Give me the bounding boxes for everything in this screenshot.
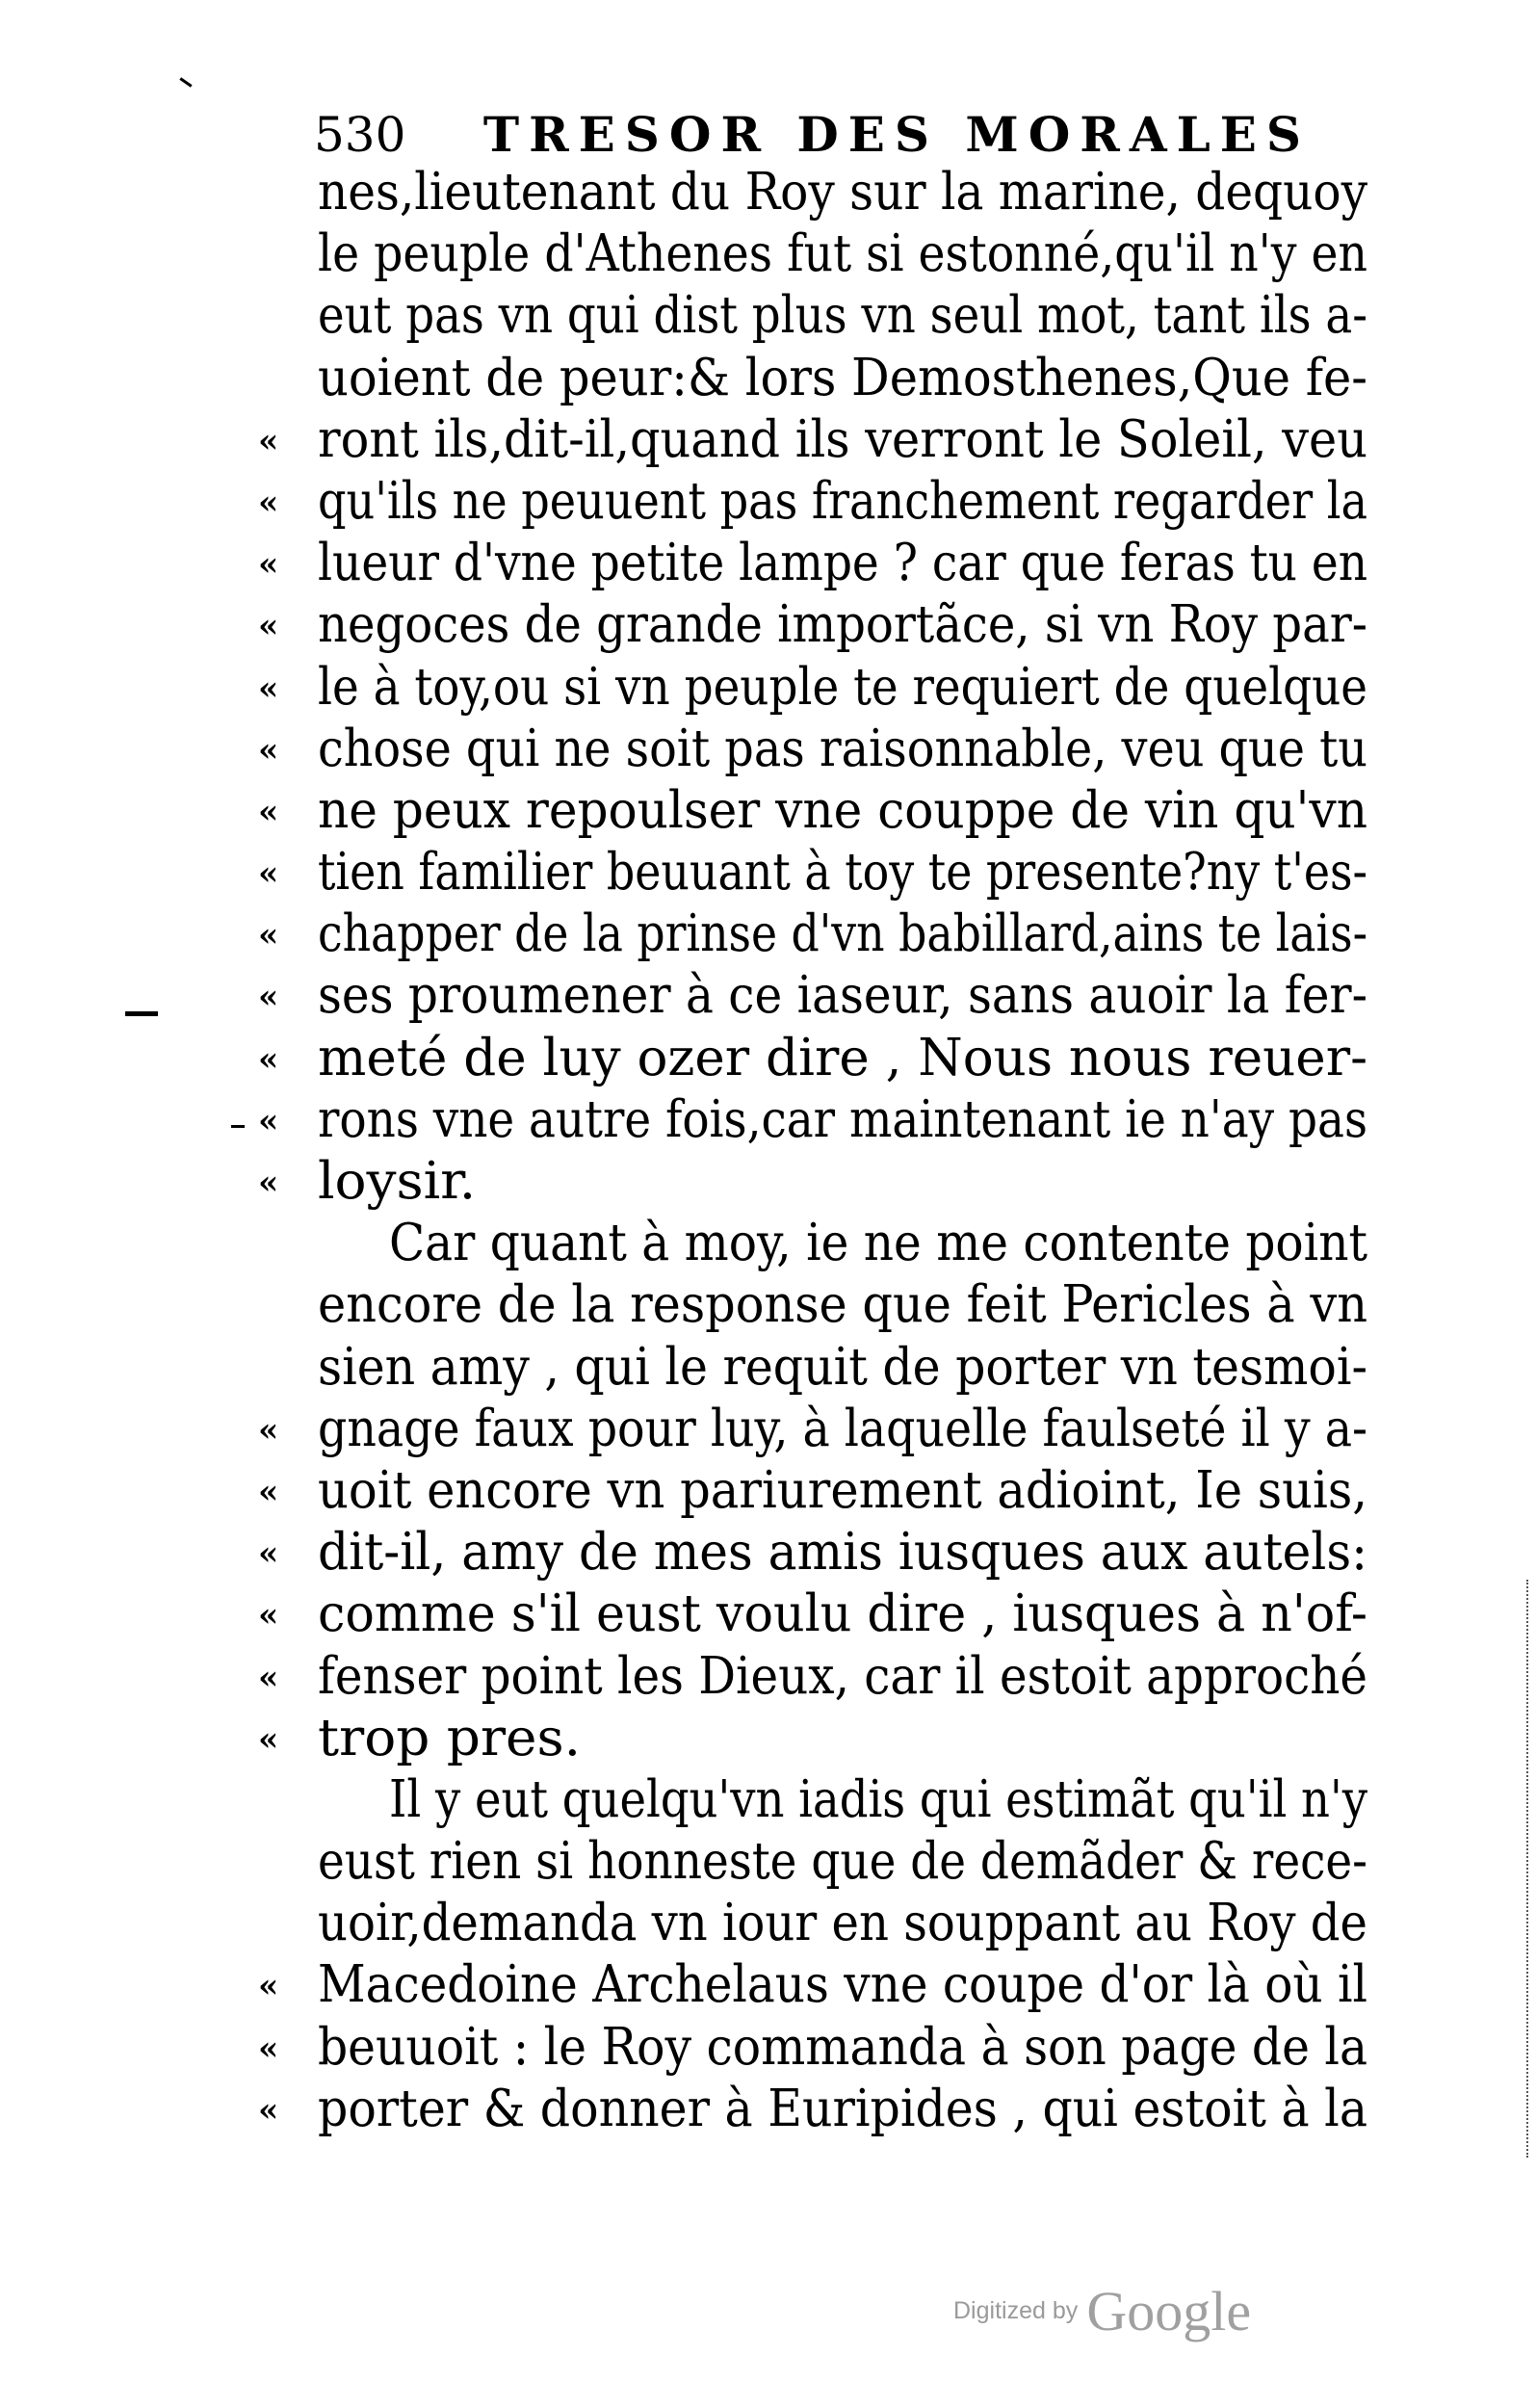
quote-mark: « (258, 1596, 279, 1636)
line-text: beuuoit : le Roy commanda à son page de la (318, 2017, 1367, 2077)
line-text: qu'ils ne peuuent pas franchement regarder la (318, 471, 1367, 531)
quote-mark: « (258, 1719, 279, 1759)
quote-mark: « (258, 545, 279, 585)
line-text: le peuple d'Athenes fut si estonné,qu'il n'y en (318, 224, 1367, 284)
quote-mark: « (258, 607, 279, 646)
quote-mark: « (258, 978, 279, 1017)
line-text: porter & donner à Euripides , qui estoit à la (318, 2079, 1367, 2138)
text-line (258, 2079, 1377, 2140)
line-text: chapper de la prinse d'vn babillard,ains te lais- (318, 904, 1367, 964)
line-text: Il y eut quelqu'vn iadis qui estimãt qu'il n'y (389, 1769, 1367, 1829)
quote-mark: « (258, 916, 279, 955)
line-text: chose qui ne soit pas raisonnable, veu que tu (318, 719, 1368, 778)
line-text: meté de luy ozer dire , Nous nous reuer- (318, 1028, 1367, 1087)
text-line (318, 285, 1377, 347)
text-line (258, 2017, 1377, 2079)
text-line (258, 1399, 1377, 1460)
line-text: eust rien si honneste que de demãder & rece- (318, 1832, 1367, 1892)
text-line (318, 1337, 1377, 1399)
text-line (258, 657, 1377, 719)
text-line (258, 1584, 1377, 1645)
line-text: tien familier beuuant à toy te presente?ny t'es- (318, 843, 1367, 903)
line-text: comme s'il eust voulu dire , iusques à n'of- (318, 1584, 1367, 1644)
text-line (318, 1893, 1377, 1954)
quote-mark: « (258, 1410, 279, 1450)
text-line (258, 1522, 1377, 1584)
text-line (258, 1028, 1377, 1089)
text-line (258, 1708, 1377, 1769)
line-text: loysir. (318, 1152, 477, 1211)
text-line (318, 1769, 1377, 1831)
text-line (258, 533, 1377, 594)
text-line (258, 1089, 1377, 1151)
line-text: encore de la response que feit Pericles à vn (318, 1275, 1367, 1335)
line-text: Car quant à moy, ie ne me contente point (389, 1214, 1367, 1273)
text-line (258, 719, 1377, 780)
line-text: rons vne autre fois,car maintenant ie n'ay pas (318, 1089, 1367, 1149)
quote-mark: « (258, 1101, 279, 1140)
line-text: sien amy , qui le requit de porter vn tesmoi- (318, 1337, 1368, 1397)
margin-tick (231, 1125, 245, 1128)
running-title: TRESOR DES MORALES (482, 106, 1312, 163)
quote-mark: « (258, 668, 279, 708)
text-line (318, 223, 1377, 285)
line-text: ne peux repoulser vne couppe de vin qu'vn (318, 780, 1367, 840)
text-line (318, 1831, 1377, 1893)
quote-mark: « (258, 421, 279, 460)
text-line (258, 903, 1377, 965)
text-line (318, 1213, 1377, 1274)
margin-dash (125, 1011, 158, 1016)
line-text: uoit encore vn pariurement adioint, Ie suis, (318, 1460, 1367, 1520)
text-line (258, 842, 1377, 903)
quote-mark: « (258, 1039, 279, 1079)
line-text: negoces de grande importãce, si vn Roy par- (318, 595, 1367, 655)
quote-mark: « (258, 730, 279, 770)
text-line (318, 1274, 1377, 1336)
margin-corner-mark (179, 77, 192, 87)
line-text: le à toy,ou si vn peuple te requiert de quelque (318, 657, 1367, 717)
edge-specks (1513, 1580, 1528, 2158)
text-line (258, 780, 1377, 842)
text-line (258, 1954, 1377, 2016)
line-text: uoient de peur:& lors Demosthenes,Que fe- (318, 348, 1367, 407)
quote-mark: « (258, 2028, 279, 2068)
quote-mark: « (258, 483, 279, 522)
text-line (258, 594, 1377, 656)
line-text: uoir,demanda vn iour en souppant au Roy de (318, 1894, 1367, 1953)
quote-mark: « (258, 1658, 279, 1697)
quote-mark: « (258, 1164, 279, 1202)
digitized-watermark (953, 2279, 1251, 2356)
line-text: lueur d'vne petite lampe ? car que feras tu en (318, 534, 1367, 593)
quote-mark: « (258, 1472, 279, 1511)
text-line (258, 1151, 1377, 1213)
line-text: trop pres. (318, 1708, 582, 1767)
text-line (258, 1460, 1377, 1522)
quote-mark: « (258, 1534, 279, 1574)
text-line (258, 1646, 1377, 1708)
text-line (318, 162, 1377, 223)
page-number: 530 (314, 107, 406, 163)
line-text: ses proumener à ce iaseur, sans auoir la fer- (318, 966, 1367, 1026)
text-line (258, 965, 1377, 1027)
line-text: nes,lieutenant du Roy sur la marine, dequoy (318, 163, 1367, 222)
text-line (258, 409, 1377, 471)
line-text: dit-il, amy de mes amis iusques aux autels: (318, 1523, 1367, 1583)
line-text: Macedoine Archelaus vne coupe d'or là où il (318, 1955, 1367, 2015)
line-text: eut pas vn qui dist plus vn seul mot, tant ils a- (318, 286, 1367, 346)
digitized-by-label: Digitized by (953, 2297, 1079, 2324)
line-text: ront ils,dit-il,quand ils verront le Soleil, veu (318, 409, 1367, 469)
body-text (258, 162, 1377, 2140)
quote-mark: « (258, 2090, 279, 2130)
text-line (258, 471, 1377, 533)
quote-mark: « (258, 854, 279, 894)
quote-mark: « (258, 1967, 279, 2006)
google-logo: Google (1086, 2280, 1252, 2343)
text-line (318, 348, 1377, 409)
quote-mark: « (258, 792, 279, 831)
line-text: gnage faux pour luy, à laquelle faulseté il y a- (318, 1399, 1367, 1458)
line-text: fenser point les Dieux, car il estoit approché (318, 1646, 1367, 1706)
